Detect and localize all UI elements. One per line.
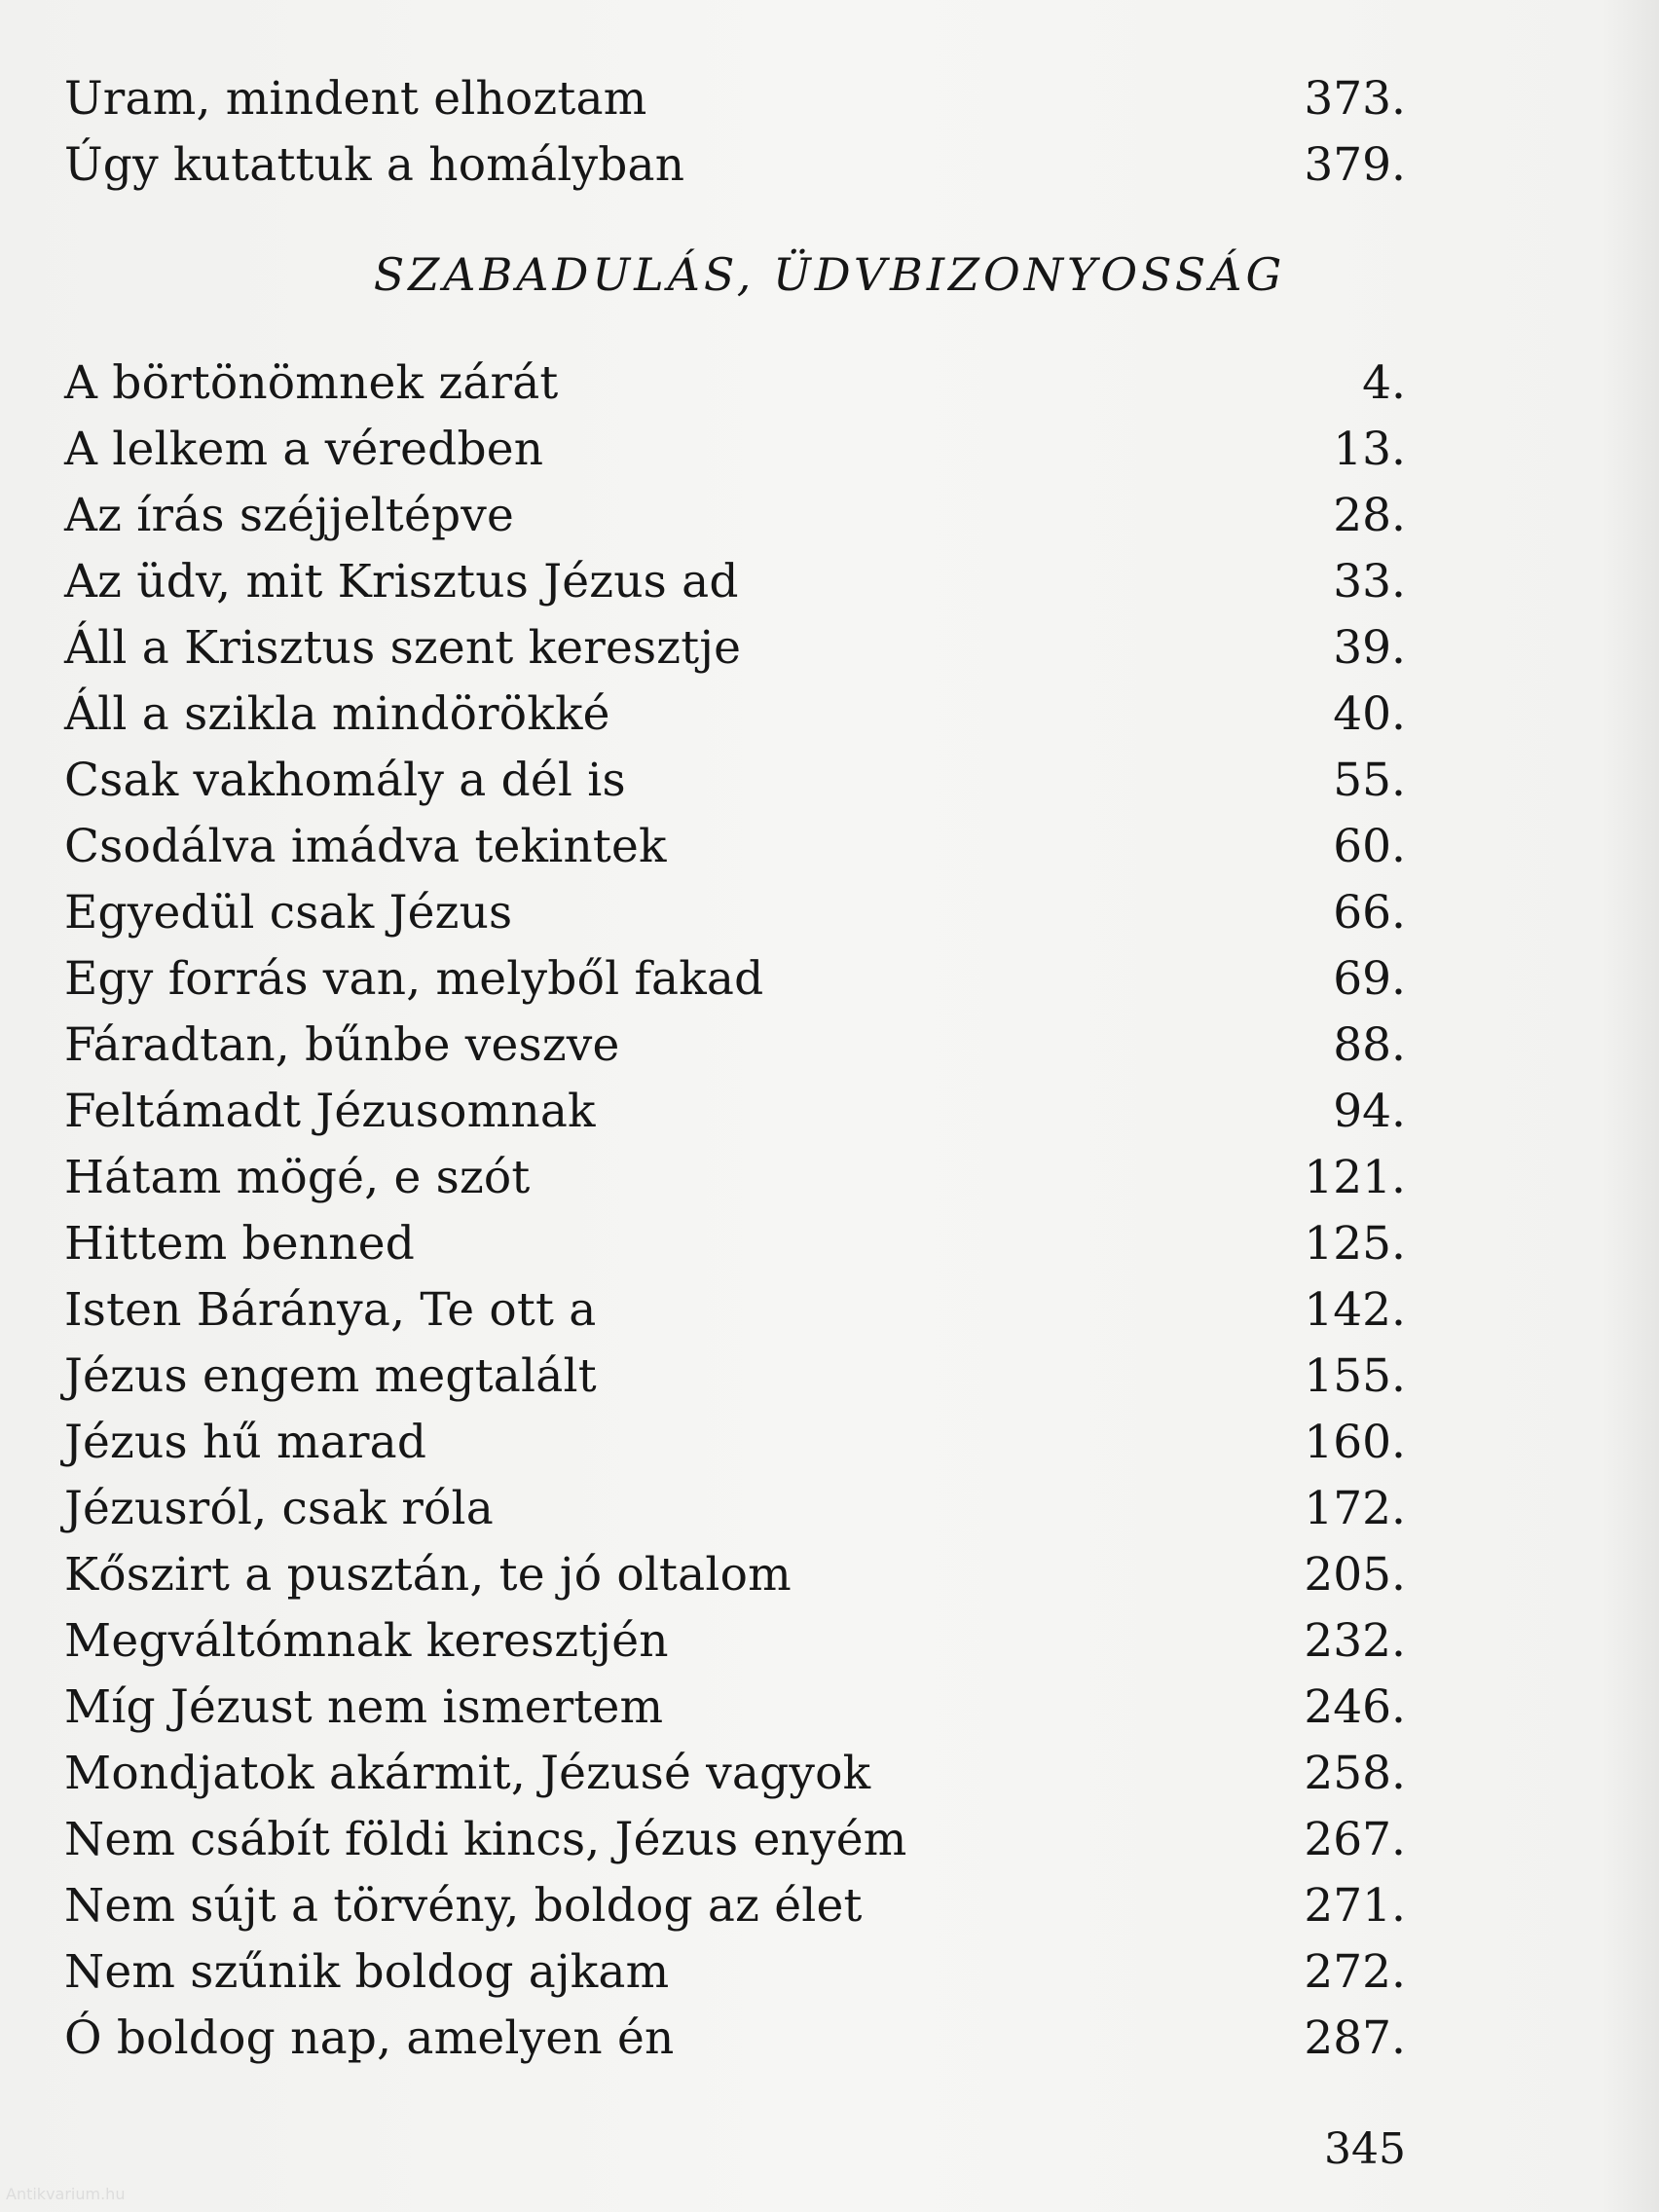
toc-entry: [64, 946, 1406, 1013]
toc-entry: [64, 1939, 1406, 2006]
toc-entry-page: 40.: [1333, 687, 1406, 741]
toc-entry: [64, 1344, 1406, 1410]
toc-entry-page: 172.: [1304, 1482, 1406, 1535]
toc-entry-title: Ó boldog nap, amelyen én: [64, 2011, 675, 2065]
toc-entry-title: Mondjatok akármit, Jézusé vagyok: [64, 1747, 871, 1800]
toc-entry-page: 205.: [1304, 1548, 1406, 1602]
toc-entry-title: Hittem benned: [64, 1217, 416, 1271]
toc-entry-page: 373.: [1304, 72, 1406, 126]
section-heading: SZABADULÁS, ÜDVBIZONYOSSÁG: [373, 248, 1286, 301]
toc-entry-page: 160.: [1304, 1416, 1406, 1469]
toc-entry-page: 69.: [1333, 952, 1406, 1006]
toc-entry-page: 125.: [1304, 1217, 1406, 1271]
toc-entry-title: Az üdv, mit Krisztus Jézus ad: [64, 555, 739, 608]
toc-entry-title: Feltámadt Jézusomnak: [64, 1085, 596, 1138]
toc-entry: [64, 417, 1406, 483]
toc-entry: [64, 814, 1406, 880]
toc-entry: [64, 615, 1406, 682]
toc-entry-page: 94.: [1333, 1085, 1406, 1138]
toc-entry-page: 66.: [1333, 886, 1406, 940]
toc-entry-page: 39.: [1333, 621, 1406, 675]
toc-entry-page: 287.: [1304, 2011, 1406, 2065]
toc-entry-title: Nem szűnik boldog ajkam: [64, 1945, 670, 1999]
toc-entry-title: Nem csábít földi kincs, Jézus enyém: [64, 1813, 907, 1866]
toc-entry-title: Megváltómnak keresztjén: [64, 1614, 669, 1668]
toc-entry: [64, 1145, 1406, 1211]
toc-entry-page: 13.: [1333, 423, 1406, 476]
toc-entry-page: 4.: [1362, 356, 1406, 410]
toc-entry-title: Nem sújt a törvény, boldog az élet: [64, 1879, 863, 1933]
toc-entry-page: 271.: [1304, 1879, 1406, 1933]
toc-entry-title: Az írás széjjeltépve: [64, 489, 515, 542]
toc-entry-page: 232.: [1304, 1614, 1406, 1668]
toc-entry-page: 272.: [1304, 1945, 1406, 1999]
toc-entry-page: 142.: [1304, 1283, 1406, 1337]
toc-entry: [64, 1873, 1406, 1939]
toc-entry-title: Áll a Krisztus szent keresztje: [64, 621, 742, 675]
toc-entry-title: Isten Báránya, Te ott a: [64, 1283, 597, 1337]
toc-entry: [64, 132, 1406, 199]
toc-entry: [64, 1675, 1406, 1741]
watermark: Antikvarium.hu: [6, 2185, 126, 2203]
toc-entry: [64, 748, 1406, 814]
toc-entry-title: Egyedül csak Jézus: [64, 886, 513, 940]
toc-entry: [64, 1211, 1406, 1277]
toc-entry-page: 379.: [1304, 138, 1406, 192]
page-number: 345: [1324, 2124, 1406, 2174]
page-edge-shadow: [1601, 0, 1659, 2212]
toc-entry-page: 60.: [1333, 820, 1406, 873]
toc-entry: [64, 483, 1406, 549]
toc-entry-title: Jézus hű marad: [64, 1416, 427, 1469]
toc-entry-title: Jézusról, csak róla: [64, 1482, 494, 1535]
toc-entry-title: Csak vakhomály a dél is: [64, 754, 626, 807]
toc-entry-title: A lelkem a véredben: [64, 423, 544, 476]
toc-entry: [64, 2006, 1406, 2072]
toc-entry: [64, 350, 1406, 417]
toc-entry-title: Jézus engem megtalált: [64, 1349, 597, 1403]
toc-entry: [64, 1277, 1406, 1344]
toc-entry-title: Míg Jézust nem ismertem: [64, 1680, 664, 1734]
toc-entry-title: Csodálva imádva tekintek: [64, 820, 667, 873]
toc-entry: [64, 1741, 1406, 1807]
toc-entry-page: 155.: [1304, 1349, 1406, 1403]
toc-entry: [64, 1079, 1406, 1145]
toc-entry: [64, 1542, 1406, 1608]
toc-entry-page: 88.: [1333, 1018, 1406, 1072]
toc-entry-title: Kőszirt a pusztán, te jó oltalom: [64, 1548, 792, 1602]
toc-entry-title: Hátam mögé, e szót: [64, 1151, 531, 1204]
toc-entry-title: Úgy kutattuk a homályban: [64, 138, 685, 192]
toc-entry-page: 121.: [1304, 1151, 1406, 1204]
toc-entry-page: 33.: [1333, 555, 1406, 608]
toc-entry-title: Áll a szikla mindörökké: [64, 687, 610, 741]
toc-entry-title: Fáradtan, bűnbe veszve: [64, 1018, 620, 1072]
toc-entry: [64, 1476, 1406, 1542]
toc-entry: [64, 880, 1406, 946]
toc-entry: [64, 1410, 1406, 1476]
toc-entry: [64, 1013, 1406, 1079]
toc-entry-page: 246.: [1304, 1680, 1406, 1734]
toc-entry: [64, 1807, 1406, 1873]
toc-entry-title: Egy forrás van, melyből fakad: [64, 952, 764, 1006]
toc-entry-page: 267.: [1304, 1813, 1406, 1866]
toc-entry: [64, 682, 1406, 748]
toc-entry: [64, 66, 1406, 132]
toc-entry: [64, 549, 1406, 615]
toc-entry-title: Uram, mindent elhoztam: [64, 72, 647, 126]
toc-entry-title: A börtönömnek zárát: [64, 356, 559, 410]
toc-entry-page: 55.: [1333, 754, 1406, 807]
toc-entry-page: 28.: [1333, 489, 1406, 542]
toc-entry: [64, 1608, 1406, 1675]
toc-entry-page: 258.: [1304, 1747, 1406, 1800]
